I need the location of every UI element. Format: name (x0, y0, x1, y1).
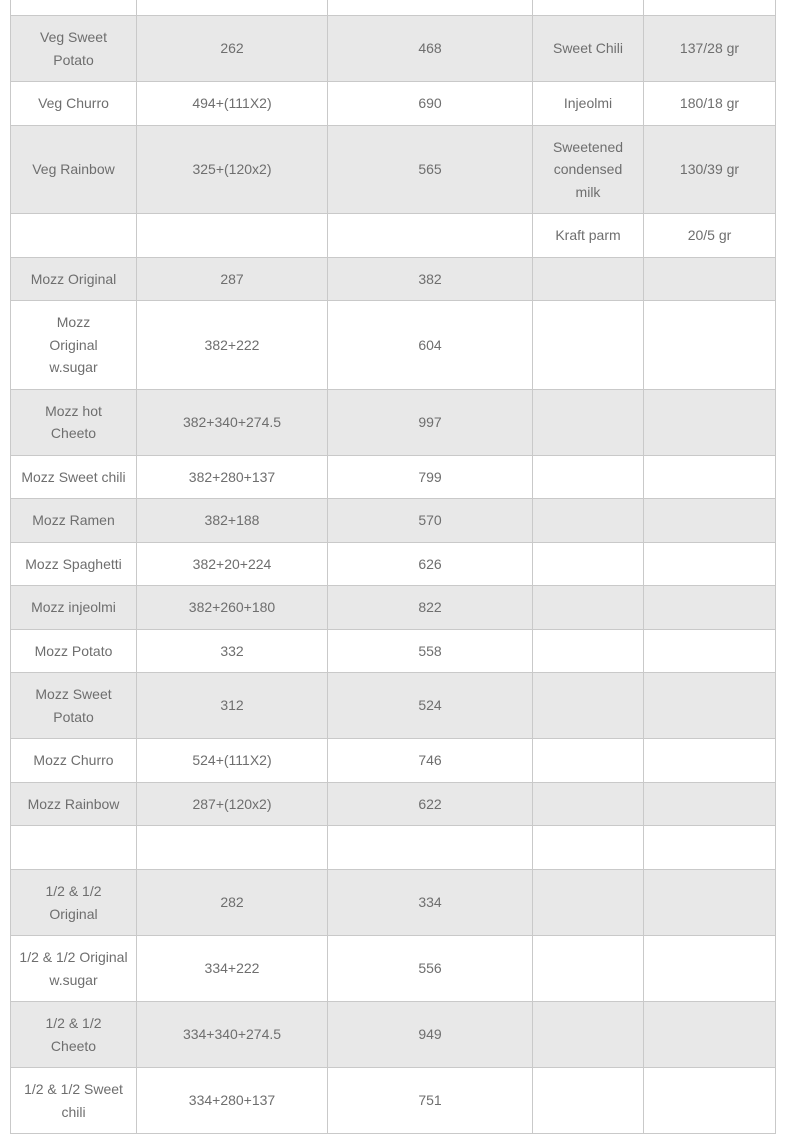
table-row (11, 1068, 776, 1134)
cell-topping (533, 586, 644, 630)
cell-topping (533, 936, 644, 1002)
cell-weight (644, 936, 776, 1002)
cell-total: 524 (328, 673, 533, 739)
cell-total: 690 (328, 82, 533, 126)
table-row (11, 257, 776, 301)
nutrition-table-container (10, 0, 775, 1134)
cell-total: 556 (328, 936, 533, 1002)
table-row (11, 1002, 776, 1068)
cell-total (328, 826, 533, 870)
cell-name (11, 826, 137, 870)
cell-name: Mozz Original w.sugar (11, 301, 137, 390)
cell-name: 1/2 & 1/2 Sweet chili (11, 1068, 137, 1134)
table-row (11, 586, 776, 630)
cell-weight (644, 257, 776, 301)
cell-topping (533, 1068, 644, 1134)
cell-name: Mozz Sweet chili (11, 455, 137, 499)
cell-total: 570 (328, 499, 533, 543)
cell-calc: 382+188 (137, 499, 328, 543)
table-row (11, 673, 776, 739)
cell-total: 382 (328, 257, 533, 301)
cell-calc: 334+280+137 (137, 1068, 328, 1134)
cell-topping (533, 389, 644, 455)
table-row (11, 389, 776, 455)
cell-total: 622 (328, 782, 533, 826)
cell-calc: 262 (137, 16, 328, 82)
cell-weight (644, 301, 776, 390)
table-row (11, 214, 776, 258)
cell-weight (644, 739, 776, 783)
cell-topping: Sweet Chili (533, 16, 644, 82)
cell-calc (137, 826, 328, 870)
cell-weight (644, 542, 776, 586)
cell-topping (533, 257, 644, 301)
table-row (11, 455, 776, 499)
cell-total: 822 (328, 586, 533, 630)
cell-weight (644, 782, 776, 826)
table-row (11, 870, 776, 936)
cell-calc: 494+(111X2) (137, 82, 328, 126)
cell-calc (137, 214, 328, 258)
cell-total: 751 (328, 1068, 533, 1134)
cell-total: 949 (328, 1002, 533, 1068)
cell-topping (533, 673, 644, 739)
cell-weight (644, 586, 776, 630)
cell-total: 799 (328, 455, 533, 499)
table-row (11, 0, 776, 16)
cell-total (328, 0, 533, 16)
cell-name (11, 0, 137, 16)
cell-total: 565 (328, 125, 533, 214)
cell-calc: 382+20+224 (137, 542, 328, 586)
table-row (11, 542, 776, 586)
cell-calc: 325+(120x2) (137, 125, 328, 214)
cell-topping (533, 739, 644, 783)
cell-topping (533, 499, 644, 543)
cell-calc: 334+340+274.5 (137, 1002, 328, 1068)
cell-total: 746 (328, 739, 533, 783)
cell-calc: 382+280+137 (137, 455, 328, 499)
table-row (11, 782, 776, 826)
cell-topping: Injeolmi (533, 82, 644, 126)
cell-weight: 20/5 gr (644, 214, 776, 258)
table-row (11, 499, 776, 543)
table-row (11, 16, 776, 82)
cell-total (328, 214, 533, 258)
cell-topping (533, 782, 644, 826)
cell-total: 604 (328, 301, 533, 390)
cell-calc: 332 (137, 629, 328, 673)
cell-name: Mozz Potato (11, 629, 137, 673)
table-row (11, 125, 776, 214)
cell-calc: 287+(120x2) (137, 782, 328, 826)
table-row (11, 826, 776, 870)
cell-name: 1/2 & 1/2 Original (11, 870, 137, 936)
cell-weight (644, 455, 776, 499)
cell-total: 626 (328, 542, 533, 586)
table-row (11, 936, 776, 1002)
cell-topping (533, 1002, 644, 1068)
cell-topping: Kraft parm (533, 214, 644, 258)
cell-topping (533, 0, 644, 16)
cell-calc: 282 (137, 870, 328, 936)
cell-weight: 130/39 gr (644, 125, 776, 214)
cell-name: Mozz Churro (11, 739, 137, 783)
cell-calc: 382+260+180 (137, 586, 328, 630)
cell-total: 558 (328, 629, 533, 673)
cell-name: Mozz Rainbow (11, 782, 137, 826)
cell-name: Veg Rainbow (11, 125, 137, 214)
cell-calc: 334+222 (137, 936, 328, 1002)
cell-weight: 137/28 gr (644, 16, 776, 82)
cell-calc: 382+222 (137, 301, 328, 390)
cell-calc: 382+340+274.5 (137, 389, 328, 455)
cell-weight (644, 826, 776, 870)
cell-topping (533, 870, 644, 936)
cell-name: Mozz Original (11, 257, 137, 301)
table-row (11, 739, 776, 783)
cell-topping (533, 826, 644, 870)
cell-weight (644, 0, 776, 16)
cell-name (11, 214, 137, 258)
cell-name: Veg Churro (11, 82, 137, 126)
cell-name: Mozz injeolmi (11, 586, 137, 630)
cell-weight: 180/18 gr (644, 82, 776, 126)
cell-topping (533, 629, 644, 673)
calorie-table (10, 0, 776, 1134)
cell-total: 997 (328, 389, 533, 455)
cell-topping (533, 455, 644, 499)
cell-weight (644, 870, 776, 936)
cell-name: 1/2 & 1/2 Cheeto (11, 1002, 137, 1068)
cell-calc (137, 0, 328, 16)
cell-name: Mozz Sweet Potato (11, 673, 137, 739)
cell-weight (644, 389, 776, 455)
cell-weight (644, 499, 776, 543)
cell-total: 468 (328, 16, 533, 82)
cell-total: 334 (328, 870, 533, 936)
cell-topping: Sweetened condensed milk (533, 125, 644, 214)
cell-weight (644, 629, 776, 673)
cell-name: Mozz Spaghetti (11, 542, 137, 586)
cell-topping (533, 542, 644, 586)
cell-weight (644, 1068, 776, 1134)
cell-weight (644, 1002, 776, 1068)
cell-weight (644, 673, 776, 739)
cell-calc: 312 (137, 673, 328, 739)
cell-topping (533, 301, 644, 390)
table-row (11, 629, 776, 673)
cell-calc: 524+(111X2) (137, 739, 328, 783)
cell-name: Mozz hot Cheeto (11, 389, 137, 455)
cell-name: Mozz Ramen (11, 499, 137, 543)
cell-calc: 287 (137, 257, 328, 301)
cell-name: Veg Sweet Potato (11, 16, 137, 82)
cell-name: 1/2 & 1/2 Original w.sugar (11, 936, 137, 1002)
table-row (11, 82, 776, 126)
table-row (11, 301, 776, 390)
